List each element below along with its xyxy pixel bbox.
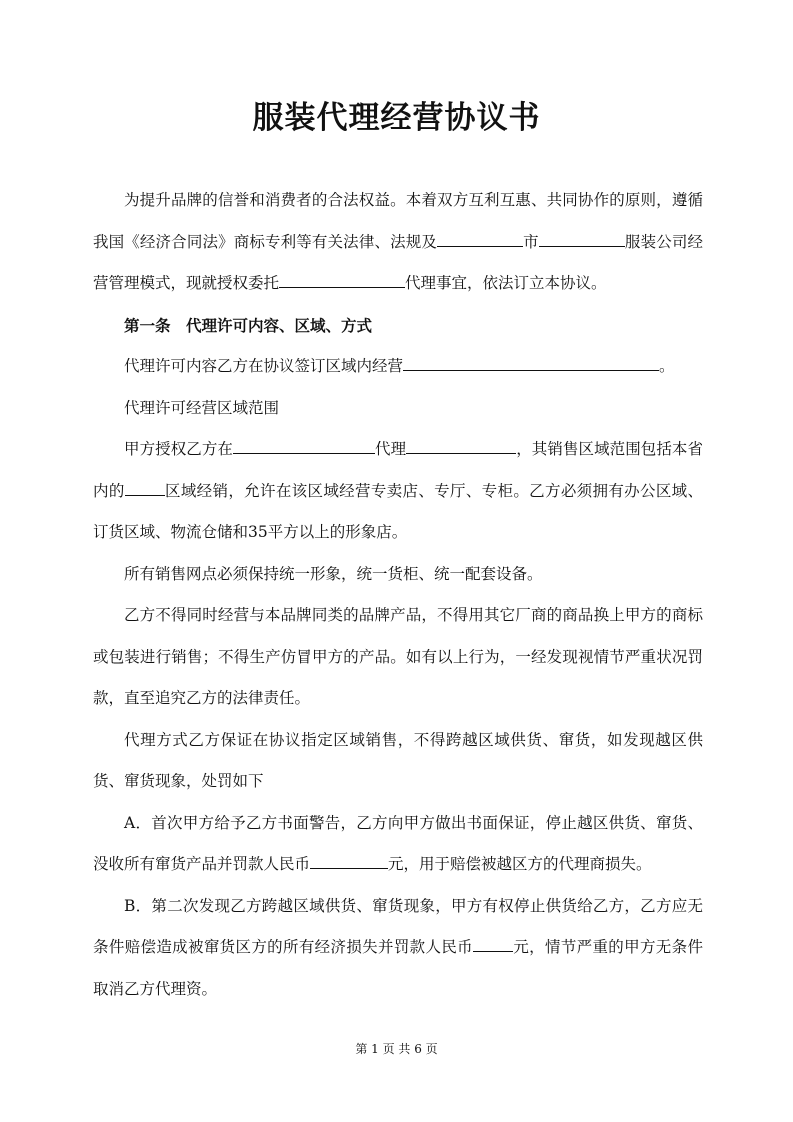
article-heading: 第一条 代理许可内容、区域、方式 (124, 315, 373, 335)
exclusivity-paragraph: 乙方不得同时经营与本品牌同类的品牌产品，不得用其它厂商的商品换上甲方的商标或包装进行销售；不得生产仿冒甲方的产品。如有以上行为，一经发现视情节严重状况罚款，直至追究乙方的法律责任。 (93, 606, 703, 707)
authorization-paragraph: 甲方授权乙方在 代理 ，其销售区域范围包括本省内的 区域经销，允许在该区域经营专卖店、专厅、专柜。乙方必须拥有办公区域、订货区域、物流仓储和35平方以上的形象店。 (93, 429, 703, 554)
blank-line (125, 477, 165, 496)
agency-method-paragraph: 代理方式乙方保证在协议指定区域销售，不得跨越区域供货、窜货，如发现越区供货、窜货现象，处罚如下 (93, 730, 703, 790)
unified-image-paragraph: 所有销售网点必须保持统一形象，统一货柜、统一配套设备。 (124, 564, 543, 583)
penalty-a-paragraph: A．首次甲方给予乙方书面警告，乙方向甲方做出书面保证，停止越区供货、窜货、没收所有窜货产品并罚款人民币 元，用于赔偿被越区方的代理商损失。 (93, 813, 703, 873)
region-scope-paragraph: 代理许可经营区域范围 (124, 398, 280, 417)
blank-line (473, 933, 513, 952)
blank-line (279, 269, 405, 288)
blank-line (539, 228, 625, 247)
penalty-b-paragraph: B．第二次发现乙方跨越区域供货、窜货现象，甲方有权停止供货给乙方，乙方应无条件赔偿造成被窜货区方的所有经济损失并罚款人民币 元，情节严重的甲方无条件取消乙方代理资。 (93, 896, 703, 998)
blank-line (403, 352, 659, 371)
intro-paragraph: 为提升品牌的信誉和消费者的合法权益。本着双方互利互惠、共同协作的原则，遵循我国《经济合同法》商标专利等有关法律、法规及 市 服装公司经营管理模式，现就授权委托 代理事宜，依法订立本协议。 (93, 191, 703, 292)
blank-line (233, 435, 375, 454)
blank-line (437, 228, 523, 247)
document-title: 服装代理经营协议书 (252, 100, 541, 136)
blank-line (406, 435, 516, 454)
document-body (93, 180, 703, 1010)
blank-line (310, 850, 388, 869)
license-content-paragraph: 代理许可内容乙方在协议签订区域内经营 。 (93, 346, 703, 388)
page-number-footer: 第 1 页 共 6 页 (355, 1042, 438, 1056)
